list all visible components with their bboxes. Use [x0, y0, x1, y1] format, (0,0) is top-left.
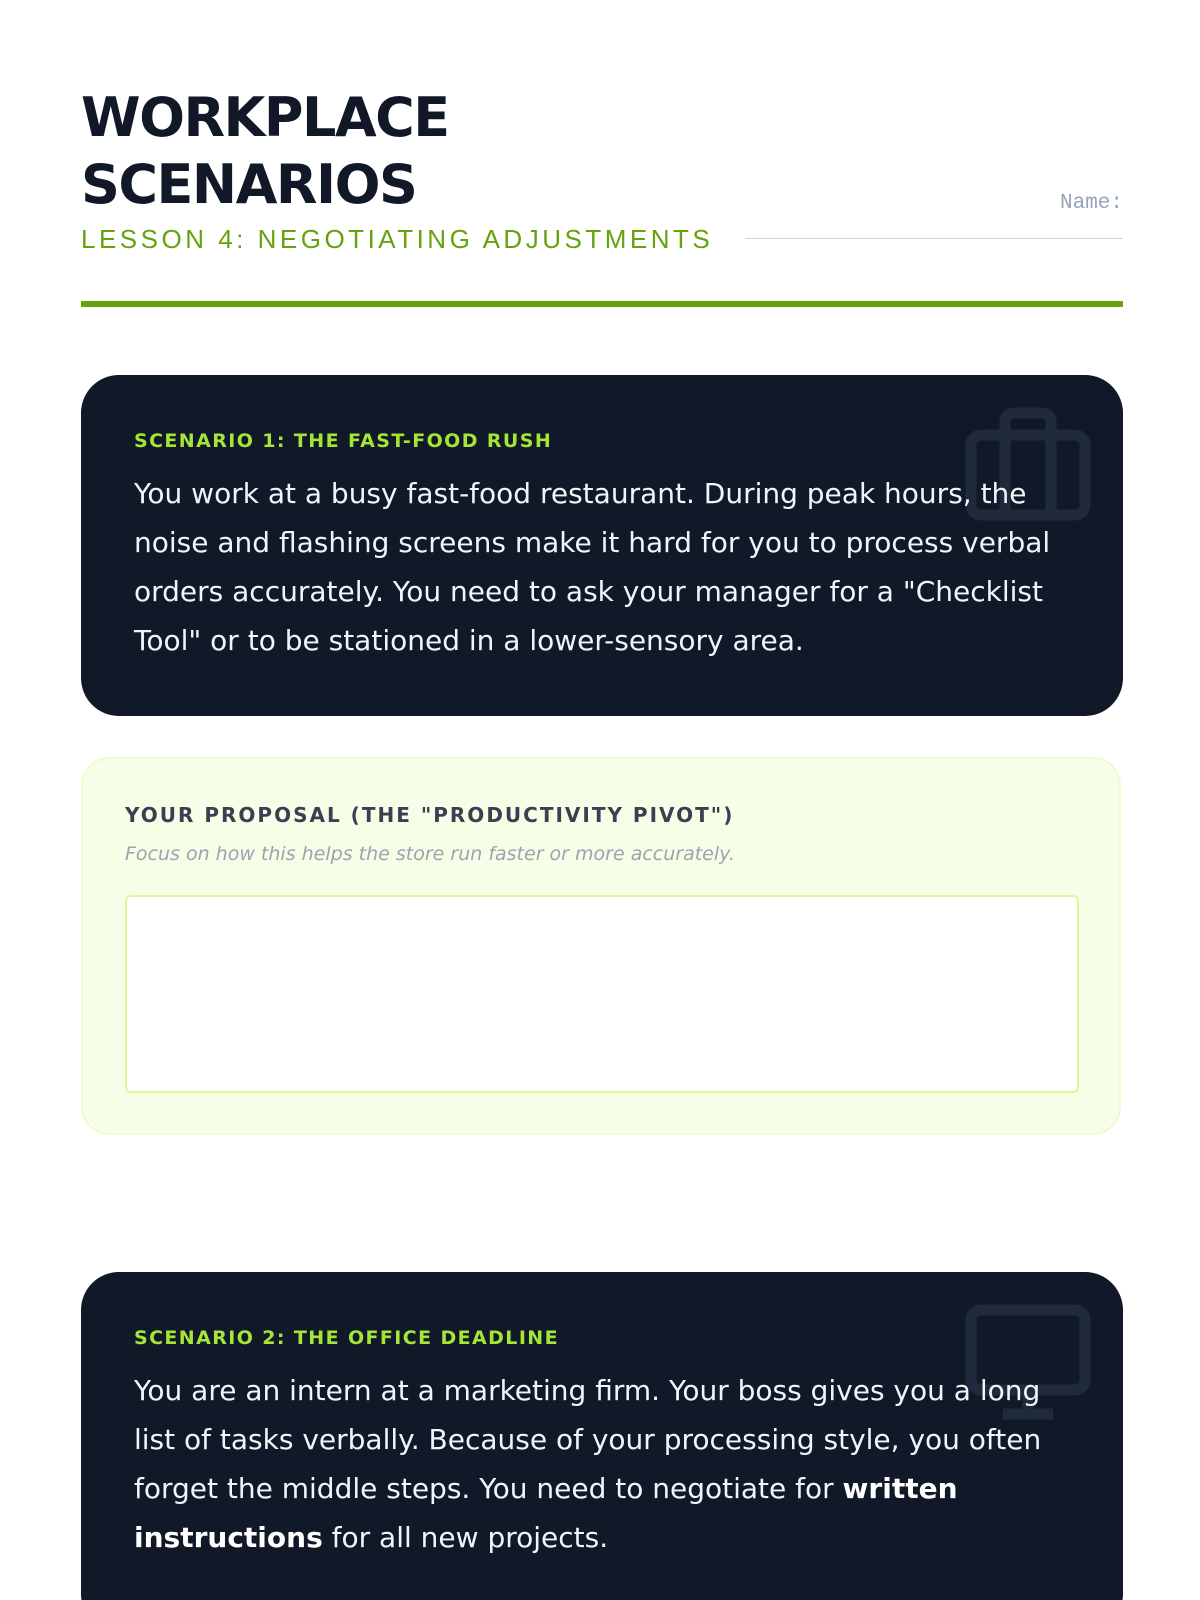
proposal-box — [81, 757, 1121, 1135]
page-title: WORKPLACE SCENARIOS — [81, 86, 449, 216]
lesson-subtitle: LESSON 4: NEGOTIATING ADJUSTMENTS — [81, 224, 714, 254]
scenario-2-text — [134, 1366, 1074, 1562]
name-label: Name: — [1059, 192, 1123, 215]
name-field[interactable] — [745, 192, 1123, 239]
scenario-1-card — [81, 375, 1123, 716]
scenario-2-text-end: for all new projects. — [322, 1521, 609, 1554]
scenario-1-tag: SCENARIO 1: THE FAST-FOOD RUSH — [134, 430, 553, 452]
proposal-label: YOUR PROPOSAL (THE "PRODUCTIVITY PIVOT") — [125, 803, 735, 827]
proposal-input[interactable] — [125, 895, 1079, 1093]
proposal-hint: Focus on how this helps the store run faster or more accurately. — [125, 843, 735, 865]
scenario-2-text-start: You are an intern at a marketing firm. Your boss gives you a long list of tasks verbally. Because of your processing style, you often forget the middle steps. You need to negotiate for — [134, 1374, 1042, 1505]
worksheet-header — [81, 84, 1123, 254]
header-divider — [81, 301, 1123, 307]
scenario-2-tag: SCENARIO 2: THE OFFICE DEADLINE — [134, 1327, 559, 1349]
scenario-2-card — [81, 1272, 1123, 1600]
scenario-1-text: You work at a busy fast-food restaurant. During peak hours, the noise and flashing screens make it hard for you to process verbal orders accurately. You need to ask your manager for a "Checklist Tool" or to be stationed in a lower-sensory area. — [134, 477, 1051, 657]
scenario-2-text-emphasis: written instructions — [134, 1472, 958, 1554]
